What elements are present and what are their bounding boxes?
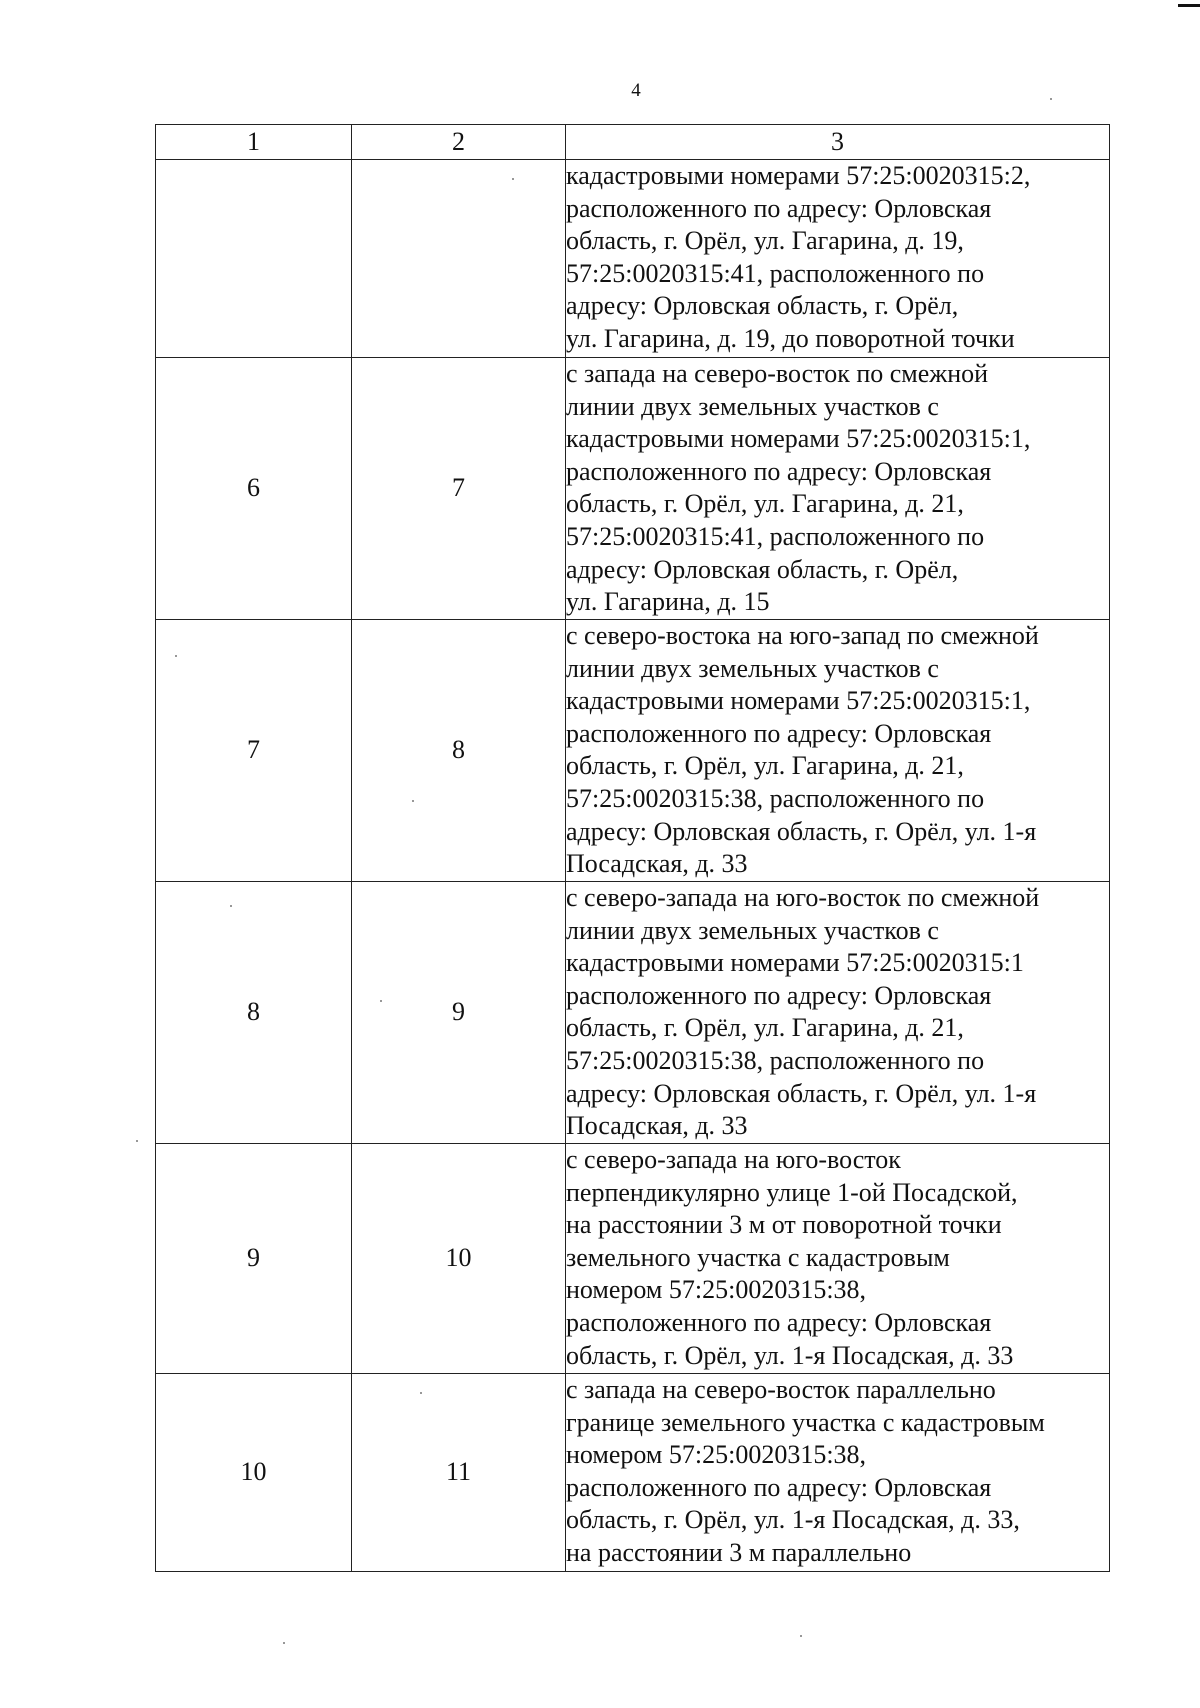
scan-speck — [230, 905, 232, 907]
table-row — [156, 882, 1110, 1144]
header-row — [156, 125, 1110, 160]
boundary-description: с северо-запада на юго-восток по смежной линии двух земельных участков с кадастровыми номерами 57:25:0020315:1 расположенного по адресу: Орловская область, г. Орёл, ул. Гагарина, д. 21, 57:25:0020315:38, расположенного по адресу: Орловская область, г. Орёл, ул. 1-я Посадская, д. 33 — [566, 882, 1110, 1144]
from-point: 9 — [156, 1144, 352, 1374]
to-point: 8 — [352, 620, 566, 882]
table-row — [156, 1374, 1110, 1572]
to-point: 10 — [352, 1144, 566, 1374]
boundary-description: с запада на северо-восток параллельно границе земельного участка с кадастровым номером 57:25:0020315:38, расположенного по адресу: Орловская область, г. Орёл, ул. 1-я Посадская, д. 33, на расстоянии 3 м параллельно — [566, 1374, 1110, 1572]
boundary-description: с северо-востока на юго-запад по смежной линии двух земельных участков с кадастровыми номерами 57:25:0020315:1, расположенного по адресу: Орловская область, г. Орёл, ул. Гагарина, д. 21, 57:25:0020315:38, расположенного по адресу: Орловская область, г. Орёл, ул. 1-я Посадская, д. 33 — [566, 620, 1110, 882]
page-number: 4 — [631, 80, 641, 101]
table-row — [156, 620, 1110, 882]
scan-speck — [800, 1635, 802, 1637]
table-row — [156, 160, 1110, 358]
scan-speck — [283, 1642, 285, 1644]
to-point: 9 — [352, 882, 566, 1144]
boundary-description: с северо-запада на юго-восток перпендикулярно улице 1-ой Посадской, на расстоянии 3 м от поворотной точки земельного участка с кадастровым номером 57:25:0020315:38, расположенного по адресу: Орловская область, г. Орёл, ул. 1-я Посадская, д. 33 — [566, 1144, 1110, 1374]
from-point: 8 — [156, 882, 352, 1144]
boundary-table — [155, 124, 1110, 1572]
scan-speck — [1050, 98, 1052, 100]
from-point — [156, 160, 352, 358]
table-row — [156, 1144, 1110, 1374]
to-point — [352, 160, 566, 358]
scan-speck — [380, 1000, 382, 1002]
from-point: 10 — [156, 1374, 352, 1572]
corner-mark — [1178, 4, 1200, 7]
scan-speck — [175, 655, 177, 657]
scan-speck — [512, 178, 514, 180]
scan-speck — [420, 1392, 422, 1394]
to-point: 11 — [352, 1374, 566, 1572]
header-col-2: 2 — [352, 125, 566, 160]
from-point: 6 — [156, 358, 352, 620]
from-point: 7 — [156, 620, 352, 882]
scan-speck — [412, 800, 414, 802]
header-col-1: 1 — [156, 125, 352, 160]
scan-speck — [136, 1140, 138, 1142]
boundary-description: кадастровыми номерами 57:25:0020315:2, расположенного по адресу: Орловская область, г. Орёл, ул. Гагарина, д. 19, 57:25:0020315:41, расположенного по адресу: Орловская область, г. Орёл, ул. Гагарина, д. 19, до поворотной точки — [566, 160, 1110, 358]
to-point: 7 — [352, 358, 566, 620]
boundary-description: с запада на северо-восток по смежной линии двух земельных участков с кадастровыми номерами 57:25:0020315:1, расположенного по адресу: Орловская область, г. Орёл, ул. Гагарина, д. 21, 57:25:0020315:41, расположенного по адресу: Орловская область, г. Орёл, ул. Гагарина, д. 15 — [566, 358, 1110, 620]
table-row — [156, 358, 1110, 620]
header-col-3: 3 — [566, 125, 1110, 160]
